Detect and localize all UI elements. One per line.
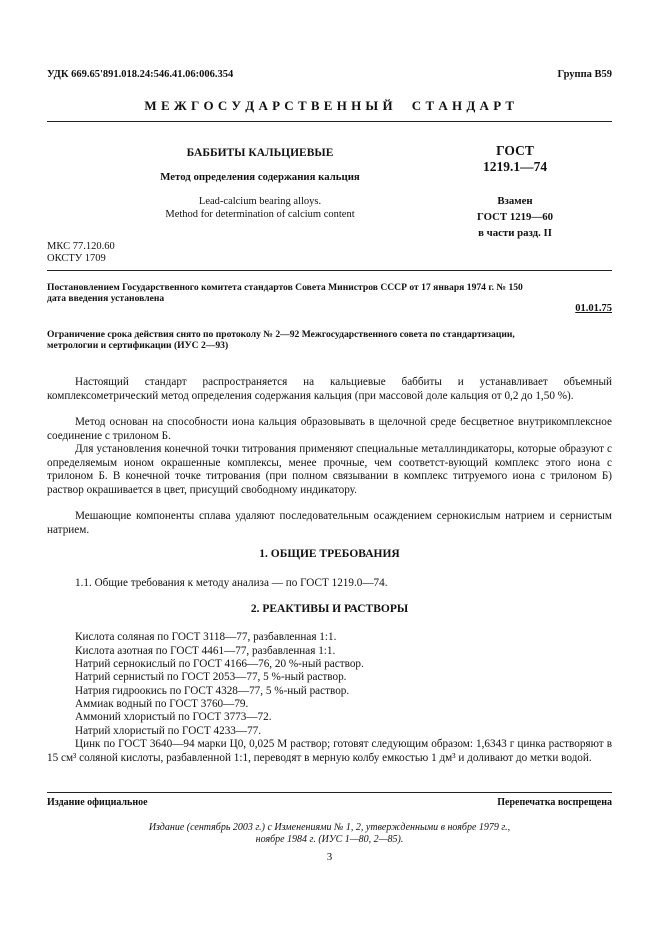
decree-line2: дата введения установлена xyxy=(47,293,165,304)
decree-line1: Постановлением Государственного комитета стандартов Совета Министров СССР от 17 января 1974 г. № 150 xyxy=(47,282,523,293)
edition-note-line2: ноябре 1984 г. (ИУС 1—80, 2—85). xyxy=(255,834,404,845)
doc-title: БАББИТЫ КАЛЬЦИЕВЫЕ xyxy=(186,147,334,159)
section-1-item: 1.1. Общие требования к методу анализа — по ГОСТ 1219.0—74. xyxy=(75,577,388,589)
replaces-label: Взамен xyxy=(497,195,533,207)
banner-rule xyxy=(47,121,612,122)
replaces-part: в части разд. II xyxy=(478,227,552,239)
limit-line1: Ограничение срока действия снято по протоколу № 2—92 Межгосударственного совета по стандартизации, xyxy=(47,329,515,340)
official-edition: Издание официальное xyxy=(47,797,148,808)
standard-banner: М Е Ж Г О С У Д А Р С Т В Е Н Н Ы Й С Т А Н Д А Р Т xyxy=(144,98,515,113)
english-title-line1: Lead-calcium bearing alloys. xyxy=(198,196,322,207)
zinc-solution-paragraph: Цинк по ГОСТ 3640—94 марки Ц0, 0,025 М раствор; готовят следующим образом: 1,6343 г цинка растворяют в 15 см³ соляной кислоты, разбавленной 1:1, переводят в мерную колбу емкостью 1 дм³ и доливают до метки водой. xyxy=(47,738,612,764)
reagent-item: Натрий сернистый по ГОСТ 2053—77, 5 %-ный раствор. xyxy=(75,671,347,683)
gost-number: 1219.1—74 xyxy=(482,159,548,174)
replaces-gost: ГОСТ 1219—60 xyxy=(476,211,554,223)
udk-code: УДК 669.65'891.018.24:546.41.06:006.354 xyxy=(47,69,234,80)
doc-subtitle: Метод определения содержания кальция xyxy=(160,171,360,183)
reagent-item: Аммоний хлористый по ГОСТ 3773—72. xyxy=(75,711,272,723)
section-1-heading: 1. ОБЩИЕ ТРЕБОВАНИЯ xyxy=(259,548,400,560)
reagent-item: Натрия гидроокись по ГОСТ 4328—77, 5 %-ный раствор. xyxy=(75,685,350,697)
mks-code: МКС 77.120.60 xyxy=(47,241,115,252)
reagent-item: Кислота азотная по ГОСТ 4461—77, разбавленная 1:1. xyxy=(75,645,336,657)
intro-paragraph-1: Настоящий стандарт распространяется на кальциевые баббиты и устанавливает объемный комплексометрический метод определения содержания кальция (при массовой доле кальция от 0,2 до 1,50 %). xyxy=(47,376,612,402)
reprint-notice: Перепечатка воспрещена xyxy=(497,797,612,808)
section-2-heading: 2. РЕАКТИВЫ И РАСТВОРЫ xyxy=(250,603,409,615)
reagent-item: Натрий сернокислый по ГОСТ 4166—76, 20 %-ный раствор. xyxy=(75,658,364,670)
reagent-item: Натрий хлористый по ГОСТ 4233—77. xyxy=(75,725,262,737)
intro-paragraph-2: Метод основан на способности иона кальция образовывать в щелочной среде бесцветное внутрикомплексное соединение с трилоном Б. xyxy=(47,416,612,442)
intro-paragraph-3: Для установления конечной точки титрования применяют специальные металлиндикаторы, которые образуют с определяемым ионом окрашенные комплексы, менее прочные, чем соответст-вующий комплекс этого иона с трилоном Б. В конечной точке титрования (при полном связывании в комплекс титруемого иона с трилоном Б) раствор окрашивается в цвет, присущий свободному индикатору. xyxy=(47,443,612,496)
limit-line2: метрологии и сертификации (ИУС 2—93) xyxy=(47,340,229,351)
gost-label: ГОСТ xyxy=(496,143,534,158)
english-title-line2: Method for determination of calcium content xyxy=(165,209,355,220)
effective-date: 01.01.75 xyxy=(575,303,612,314)
reagent-item: Кислота соляная по ГОСТ 3118—77, разбавленная 1:1. xyxy=(75,631,337,643)
okstu-code: ОКСТУ 1709 xyxy=(47,253,106,264)
page-number: 3 xyxy=(326,851,333,863)
title-rule xyxy=(47,270,612,271)
reagent-item: Аммиак водный по ГОСТ 3760—79. xyxy=(75,698,249,710)
edition-note-line1: Издание (сентябрь 2003 г.) с Изменениями № 1, 2, утвержденными в ноябре 1979 г., xyxy=(148,822,511,833)
group-code: Группа В59 xyxy=(557,69,612,80)
intro-paragraph-4: Мешающие компоненты сплава удаляют последовательным осаждением сернокислым натрием и сернистым натрием. xyxy=(47,510,612,536)
footer-rule xyxy=(47,792,612,793)
